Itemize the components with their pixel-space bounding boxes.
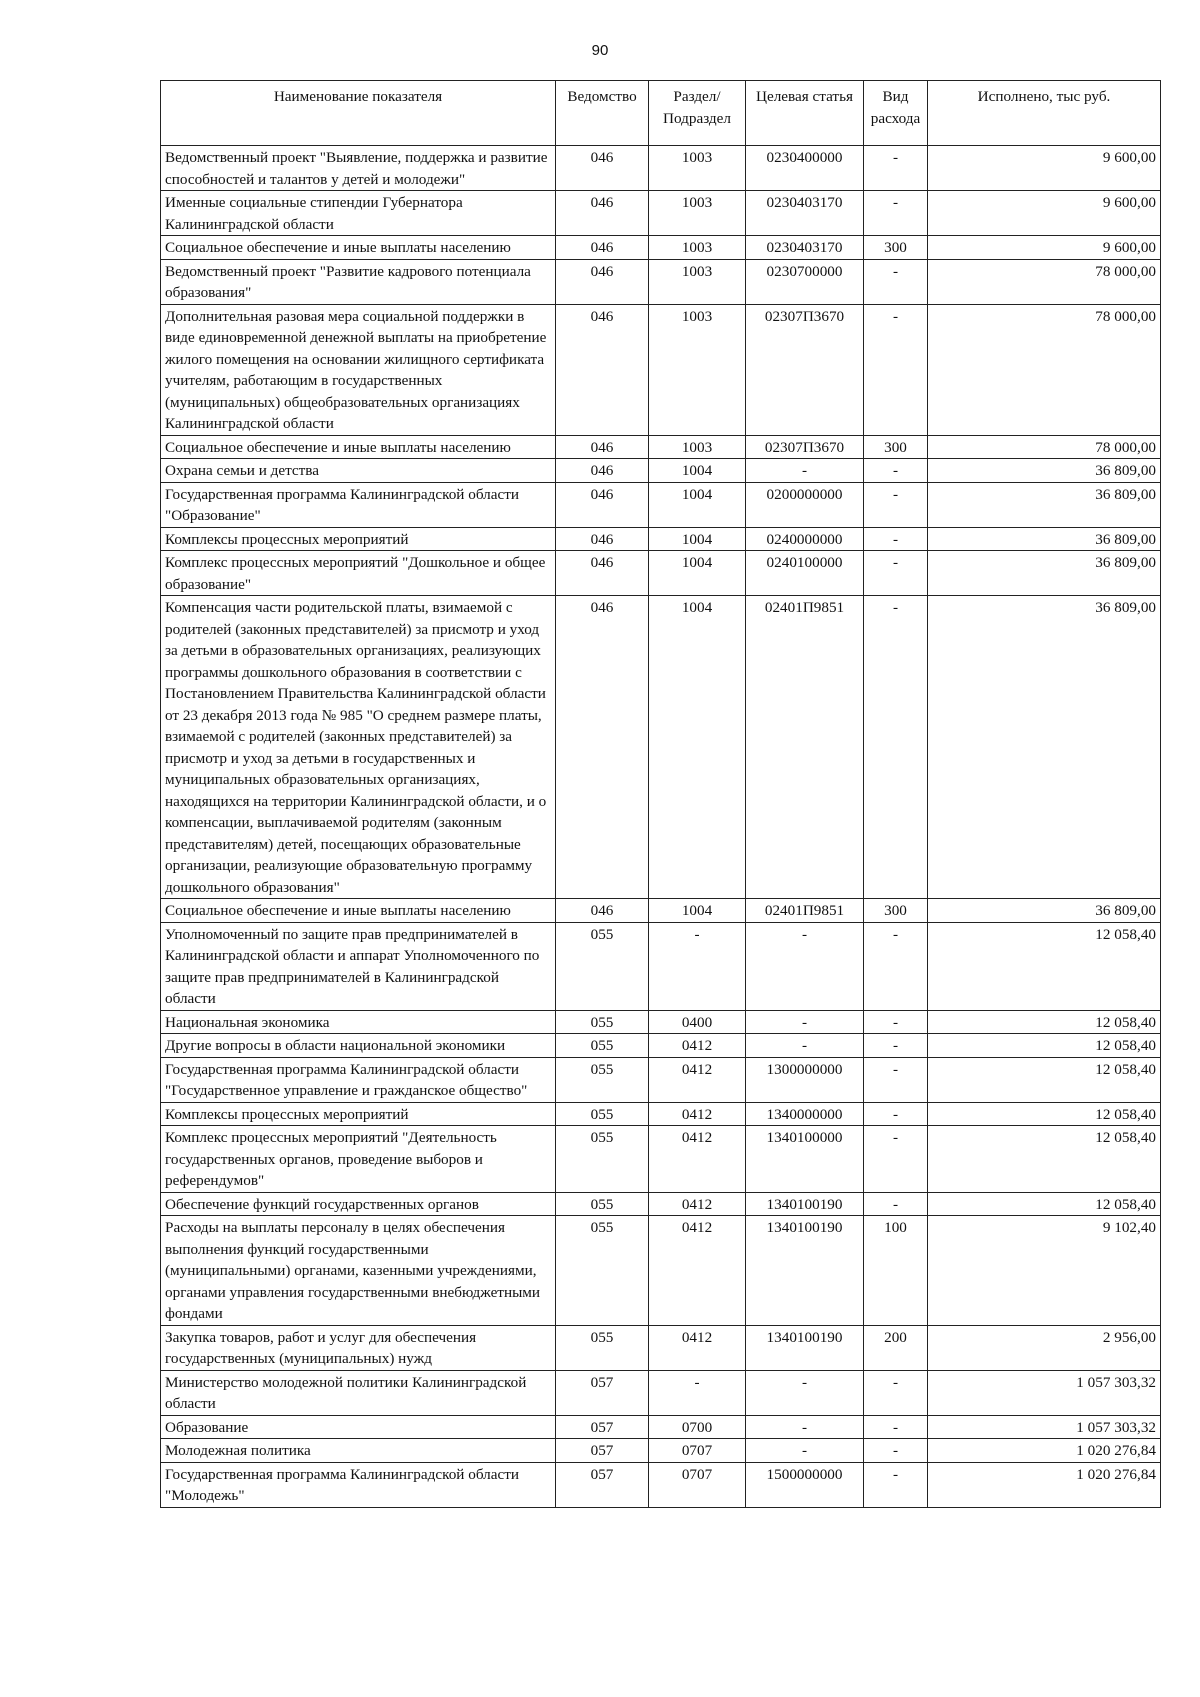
cell-expense-type: 200 [864,1325,928,1370]
cell-name: Другие вопросы в области национальной экономики [161,1034,556,1058]
cell-amount: 1 020 276,84 [928,1439,1161,1463]
table-row [161,1325,1161,1370]
cell-section: 1003 [649,435,746,459]
cell-dept: 046 [556,146,649,191]
cell-section: 1003 [649,191,746,236]
cell-name: Государственная программа Калининградской области "Молодежь" [161,1462,556,1507]
header-name: Наименование показателя [161,81,556,146]
table-row [161,304,1161,435]
cell-dept: 046 [556,527,649,551]
cell-name: Комплекс процессных мероприятий "Дошкольное и общее образование" [161,551,556,596]
cell-article: - [746,1439,864,1463]
table-row [161,551,1161,596]
cell-expense-type: - [864,1010,928,1034]
cell-dept: 055 [556,1034,649,1058]
cell-article: - [746,922,864,1010]
cell-expense-type: - [864,1415,928,1439]
cell-amount: 78 000,00 [928,259,1161,304]
header-row [161,81,1161,146]
cell-dept: 046 [556,596,649,899]
cell-expense-type: 100 [864,1216,928,1326]
cell-dept: 046 [556,482,649,527]
cell-article: 02307П3670 [746,435,864,459]
cell-section: 0412 [649,1102,746,1126]
cell-section: 1004 [649,527,746,551]
cell-name: Именные социальные стипендии Губернатора Калининградской области [161,191,556,236]
cell-amount: 9 600,00 [928,236,1161,260]
budget-execution-table [160,80,1161,1508]
cell-amount: 9 102,40 [928,1216,1161,1326]
cell-amount: 9 600,00 [928,146,1161,191]
cell-dept: 055 [556,1216,649,1326]
table-row [161,1216,1161,1326]
table-row [161,236,1161,260]
cell-section: - [649,1370,746,1415]
cell-article: 0230400000 [746,146,864,191]
cell-article: 0230403170 [746,191,864,236]
cell-dept: 055 [556,1102,649,1126]
cell-name: Молодежная политика [161,1439,556,1463]
cell-amount: 12 058,40 [928,1102,1161,1126]
header-expense-type: Вид расхода [864,81,928,146]
cell-section: 1003 [649,236,746,260]
cell-amount: 12 058,40 [928,1126,1161,1193]
cell-dept: 055 [556,1192,649,1216]
table-row [161,922,1161,1010]
table-row [161,1192,1161,1216]
table-row [161,482,1161,527]
cell-article: 1340000000 [746,1102,864,1126]
header-section: Раздел/ Подраздел [649,81,746,146]
table-row [161,146,1161,191]
table-row [161,191,1161,236]
cell-dept: 055 [556,1126,649,1193]
cell-name: Ведомственный проект "Развитие кадрового потенциала образования" [161,259,556,304]
cell-dept: 057 [556,1370,649,1415]
table-row [161,435,1161,459]
cell-section: 0412 [649,1057,746,1102]
cell-article: 1340100190 [746,1325,864,1370]
table-row [161,1057,1161,1102]
cell-section: 0707 [649,1462,746,1507]
cell-name: Социальное обеспечение и иные выплаты населению [161,899,556,923]
cell-section: 1004 [649,459,746,483]
cell-dept: 046 [556,236,649,260]
table-row [161,899,1161,923]
cell-article: - [746,1415,864,1439]
cell-expense-type: - [864,482,928,527]
cell-expense-type: - [864,1126,928,1193]
header-amount: Исполнено, тыс руб. [928,81,1161,146]
cell-dept: 046 [556,551,649,596]
cell-section: 0412 [649,1325,746,1370]
cell-name: Социальное обеспечение и иные выплаты населению [161,435,556,459]
cell-amount: 12 058,40 [928,1010,1161,1034]
cell-dept: 055 [556,1057,649,1102]
cell-expense-type: - [864,1102,928,1126]
cell-amount: 36 809,00 [928,899,1161,923]
cell-section: 0412 [649,1192,746,1216]
cell-article: 02307П3670 [746,304,864,435]
cell-section: - [649,922,746,1010]
cell-amount: 36 809,00 [928,551,1161,596]
cell-expense-type: - [864,922,928,1010]
cell-amount: 12 058,40 [928,1034,1161,1058]
cell-dept: 055 [556,1325,649,1370]
header-dept: Ведомство [556,81,649,146]
cell-amount: 12 058,40 [928,1192,1161,1216]
table-row [161,1010,1161,1034]
cell-dept: 046 [556,191,649,236]
cell-amount: 36 809,00 [928,527,1161,551]
cell-expense-type: - [864,146,928,191]
cell-name: Социальное обеспечение и иные выплаты населению [161,236,556,260]
cell-section: 1003 [649,146,746,191]
cell-dept: 046 [556,899,649,923]
cell-amount: 12 058,40 [928,922,1161,1010]
cell-dept: 046 [556,459,649,483]
cell-name: Охрана семьи и детства [161,459,556,483]
cell-name: Комплексы процессных мероприятий [161,527,556,551]
cell-expense-type: 300 [864,236,928,260]
table-body [161,146,1161,1508]
cell-amount: 78 000,00 [928,304,1161,435]
cell-section: 0707 [649,1439,746,1463]
cell-article: 02401П9851 [746,596,864,899]
cell-section: 0412 [649,1126,746,1193]
cell-article: 0230700000 [746,259,864,304]
cell-expense-type: 300 [864,899,928,923]
cell-amount: 1 020 276,84 [928,1462,1161,1507]
table-row [161,596,1161,899]
cell-article: - [746,459,864,483]
table-row [161,527,1161,551]
cell-expense-type: - [864,1192,928,1216]
cell-amount: 1 057 303,32 [928,1370,1161,1415]
table-header [161,81,1161,146]
cell-amount: 1 057 303,32 [928,1415,1161,1439]
cell-article: - [746,1034,864,1058]
cell-name: Компенсация части родительской платы, взимаемой с родителей (законных представителей) за присмотр и уход за детьми в образовательных организациях, реализующих программы дошкольного образования в соответствии с Постановлением Правительства Калининградской области от 23 декабря 2013 года № 985 "О среднем размере платы, взимаемой с родителей (законных представителей) за присмотр и уход за детьми в государственных и муниципальных образовательных организациях, находящихся на территории Калининградской области, и о компенсации, выплачиваемой родителям (законным представителям) детей, посещающих образовательные организации, реализующие образовательную программу дошкольного образования" [161,596,556,899]
cell-dept: 055 [556,1010,649,1034]
cell-article: 1300000000 [746,1057,864,1102]
cell-section: 0700 [649,1415,746,1439]
cell-expense-type: - [864,1439,928,1463]
cell-expense-type: - [864,596,928,899]
cell-amount: 36 809,00 [928,459,1161,483]
cell-expense-type: - [864,304,928,435]
cell-article: 1340100190 [746,1192,864,1216]
cell-article: 0240000000 [746,527,864,551]
cell-expense-type: - [864,551,928,596]
cell-article: - [746,1010,864,1034]
cell-name: Обеспечение функций государственных органов [161,1192,556,1216]
cell-amount: 36 809,00 [928,596,1161,899]
cell-section: 1004 [649,596,746,899]
cell-article: 1500000000 [746,1462,864,1507]
cell-name: Национальная экономика [161,1010,556,1034]
cell-name: Государственная программа Калининградской области "Государственное управление и гражданское общество" [161,1057,556,1102]
cell-dept: 046 [556,259,649,304]
cell-name: Ведомственный проект "Выявление, поддержка и развитие способностей и талантов у детей и молодежи" [161,146,556,191]
table-row [161,459,1161,483]
cell-dept: 057 [556,1415,649,1439]
cell-expense-type: - [864,527,928,551]
table-row [161,1034,1161,1058]
cell-section: 1004 [649,551,746,596]
cell-article: 1340100190 [746,1216,864,1326]
page-number: 90 [591,42,609,59]
cell-section: 1003 [649,304,746,435]
cell-section: 0412 [649,1216,746,1326]
cell-name: Расходы на выплаты персоналу в целях обеспечения выполнения функций государственными (муниципальными) органами, казенными учреждениями, органами управления государственными внебюджетными фондами [161,1216,556,1326]
cell-expense-type: - [864,1057,928,1102]
cell-expense-type: - [864,459,928,483]
cell-article: 0200000000 [746,482,864,527]
cell-article: 02401П9851 [746,899,864,923]
cell-name: Государственная программа Калининградской области "Образование" [161,482,556,527]
cell-dept: 046 [556,435,649,459]
cell-section: 0412 [649,1034,746,1058]
table-row [161,259,1161,304]
cell-section: 1004 [649,482,746,527]
cell-expense-type: - [864,191,928,236]
cell-section: 1003 [649,259,746,304]
cell-amount: 12 058,40 [928,1057,1161,1102]
cell-name: Комплекс процессных мероприятий "Деятельность государственных органов, проведение выборов и референдумов" [161,1126,556,1193]
cell-name: Министерство молодежной политики Калининградской области [161,1370,556,1415]
cell-name: Уполномоченный по защите прав предпринимателей в Калининградской области и аппарат Уполномоченного по защите прав предпринимателей в Калининградской области [161,922,556,1010]
table-row [161,1439,1161,1463]
cell-section: 1004 [649,899,746,923]
cell-dept: 057 [556,1462,649,1507]
cell-article: - [746,1370,864,1415]
cell-section: 0400 [649,1010,746,1034]
cell-name: Закупка товаров, работ и услуг для обеспечения государственных (муниципальных) нужд [161,1325,556,1370]
cell-dept: 055 [556,922,649,1010]
cell-dept: 046 [556,304,649,435]
cell-expense-type: - [864,259,928,304]
cell-expense-type: - [864,1034,928,1058]
cell-expense-type: 300 [864,435,928,459]
cell-amount: 2 956,00 [928,1325,1161,1370]
cell-amount: 9 600,00 [928,191,1161,236]
cell-expense-type: - [864,1370,928,1415]
cell-article: 0230403170 [746,236,864,260]
table-row [161,1462,1161,1507]
table-row [161,1415,1161,1439]
cell-amount: 78 000,00 [928,435,1161,459]
table-row [161,1126,1161,1193]
cell-dept: 057 [556,1439,649,1463]
table-row [161,1102,1161,1126]
cell-name: Комплексы процессных мероприятий [161,1102,556,1126]
cell-expense-type: - [864,1462,928,1507]
table-row [161,1370,1161,1415]
cell-article: 0240100000 [746,551,864,596]
header-article: Целевая статья [746,81,864,146]
cell-article: 1340100000 [746,1126,864,1193]
cell-name: Образование [161,1415,556,1439]
cell-name: Дополнительная разовая мера социальной поддержки в виде единовременной денежной выплаты на приобретение жилого помещения на основании жилищного сертификата учителям, работающим в государственных (муниципальных) общеобразовательных организациях Калининградской области [161,304,556,435]
cell-amount: 36 809,00 [928,482,1161,527]
